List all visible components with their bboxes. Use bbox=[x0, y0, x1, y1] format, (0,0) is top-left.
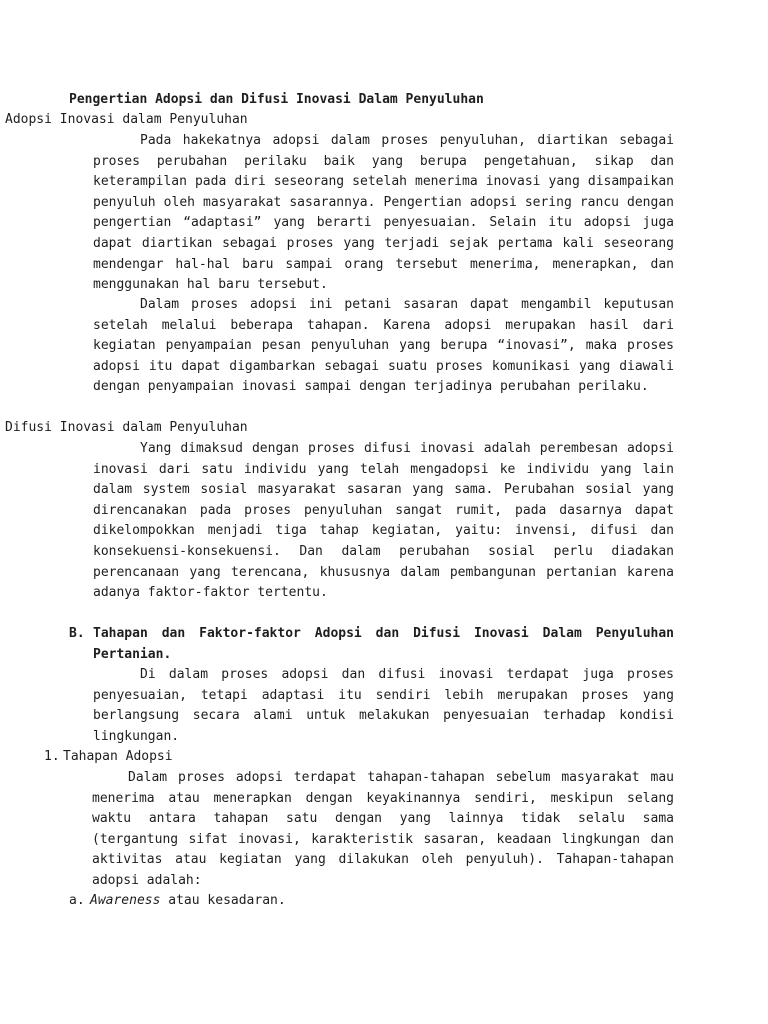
section-b-heading-text: Tahapan dan Faktor-faktor Adopsi dan Difusi Inovasi Dalam Penyuluhan Pertanian. bbox=[93, 626, 674, 662]
document-title: Pengertian Adopsi dan Difusi Inovasi Dalam Penyuluhan bbox=[69, 92, 484, 107]
item-1-marker: 1. bbox=[44, 749, 60, 764]
paragraph-difusi-1 bbox=[93, 439, 674, 604]
section-heading-difusi: Difusi Inovasi dalam Penyuluhan bbox=[5, 420, 248, 435]
paragraph-section-b bbox=[93, 665, 674, 747]
item-1-heading: Tahapan Adopsi bbox=[63, 749, 173, 764]
paragraph-tahapan-adopsi bbox=[92, 768, 674, 892]
item-a-marker: a. bbox=[69, 893, 85, 908]
paragraph-adopsi-2 bbox=[93, 295, 674, 398]
paragraph-text: Di dalam proses adopsi dan difusi inovasi terdapat juga proses penyesuaian, tetapi adaptasi itu sendiri lebih merupakan proses yang berlangsung secara alami untuk melakukan penyesuaian terhadap kondisi lingkungan. bbox=[93, 667, 674, 744]
paragraph-text: Dalam proses adopsi ini petani sasaran dapat mengambil keputusan setelah melalui beberapa tahapan. Karena adopsi merupakan hasil dari kegiatan penyampaian pesan penyuluhan yang berupa “inovasi”, maka proses adopsi itu dapat digambarkan sebagai suatu proses komunikasi yang diawali dengan penyampaian inovasi sampai dengan terjadinya perubahan perilaku. bbox=[93, 297, 674, 395]
paragraph-adopsi-1 bbox=[93, 131, 674, 296]
item-a-term: Awareness bbox=[90, 893, 161, 908]
section-b-marker: B. bbox=[69, 626, 85, 641]
paragraph-text: Pada hakekatnya adopsi dalam proses penyuluhan, diartikan sebagai proses perubahan perilaku baik yang berupa pengetahuan, sikap dan keterampilan pada diri seseorang setelah menerima inovasi yang disampaikan penyuluh oleh masyarakat sasarannya. Pengertian adopsi sering rancu dengan pengertian “adaptasi” yang berarti penyesuaian. Selain itu adopsi juga dapat diartikan sebagai proses yang terjadi sejak pertama kali seseorang mendengar hal-hal baru sampai orang tersebut menerima, menerapkan, dan menggunakan hal baru tersebut. bbox=[93, 133, 674, 293]
item-a-text bbox=[90, 891, 286, 912]
item-a-rest: atau kesadaran. bbox=[160, 893, 286, 908]
section-b-heading bbox=[93, 624, 674, 665]
section-heading-adopsi: Adopsi Inovasi dalam Penyuluhan bbox=[5, 112, 248, 127]
paragraph-text: Dalam proses adopsi terdapat tahapan-tahapan sebelum masyarakat mau menerima atau menerapkan dengan keyakinannya sendiri, meskipun selang waktu antara tahapan satu dengan yang lainnya tidak selalu sama (tergantung sifat inovasi, karakteristik sasaran, keadaan lingkungan dan aktivitas atau kegiatan yang dilakukan oleh penyuluh). Tahapan-tahapan adopsi adalah: bbox=[92, 770, 674, 888]
paragraph-text: Yang dimaksud dengan proses difusi inovasi adalah perembesan adopsi inovasi dari satu individu yang telah mengadopsi ke individu yang lain dalam system sosial masyarakat sasaran yang sama. Perubahan sosial yang direncanakan pada proses penyuluhan sangat rumit, pada dasarnya dapat dikelompokkan menjadi tiga tahap kegiatan, yaitu: invensi, difusi dan konsekuensi-konsekuensi. Dan dalam perubahan sosial perlu diadakan perencanaan yang terencana, khususnya dalam pembangunan pertanian karena adanya faktor-faktor tertentu. bbox=[93, 441, 674, 601]
